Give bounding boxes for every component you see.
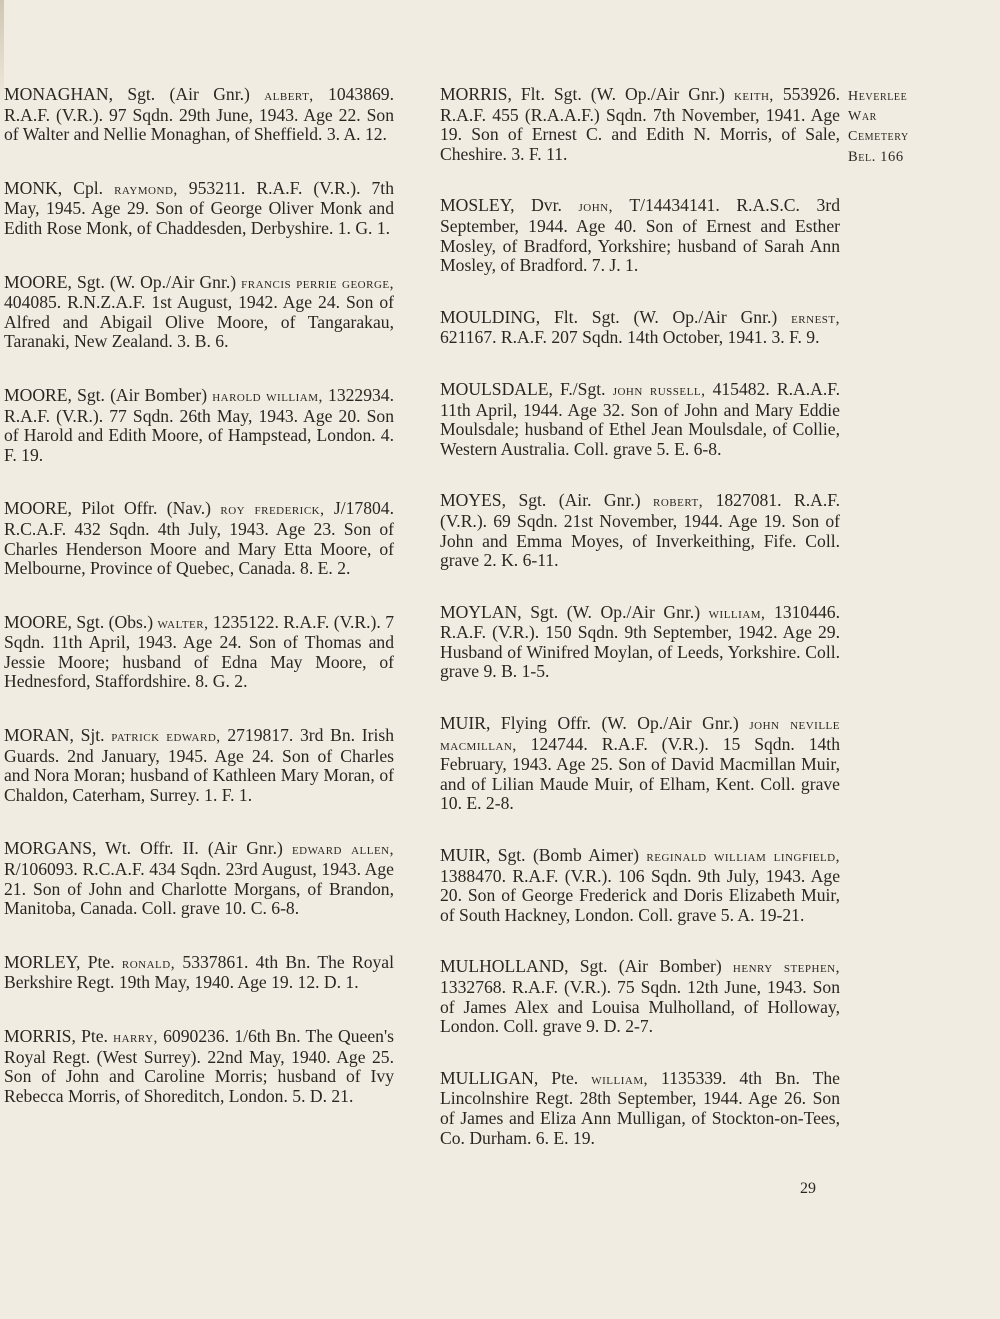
surname: MOSLEY, xyxy=(440,195,515,216)
details: 1827081. R.A.F. (V.R.). 69 Sqdn. 21st November, 1944. Age 19. Son of John and Emma Moyes, of Inverkeithing, Fife. Coll. grave 2. K. 6-11. xyxy=(440,490,840,571)
details: T/14434141. R.A.S.C. 3rd September, 1944. Age 40. Son of Ernest and Esther Mosley, of Bradford, Yorkshire; husband of Sarah Ann Mosley, of Bradford. 7. J. 1. xyxy=(440,195,840,276)
rank: Sgt. (Air Bomber) xyxy=(71,384,213,405)
entry xyxy=(440,196,840,275)
given-names: francis perrie george, xyxy=(241,274,395,292)
given-names: john, xyxy=(578,198,614,216)
given-names: henry stephen, xyxy=(732,959,840,977)
rank: Sgt. (Air. Gnr.) xyxy=(506,490,654,511)
details: 1332768. R.A.F. (V.R.). 75 Sqdn. 12th June, 1943. Son of James Alex and Louisa Mulholland, of Holloway, London. Coll. grave 9. D. 2-7. xyxy=(440,977,840,1037)
given-names: keith, xyxy=(733,87,774,104)
details: 124744. R.A.F. (V.R.). 15 Sqdn. 14th February, 1943. Age 25. Son of David Macmillan Muir, and of Lilian Maude Muir, of Elham, Kent. Coll. grave 10. E. 2-8. xyxy=(440,733,840,814)
given-names: robert, xyxy=(653,493,704,511)
given-names: harry, xyxy=(113,1029,158,1046)
entry xyxy=(4,273,394,352)
surname: MUIR, xyxy=(440,713,491,734)
details: 6090236. 1/6th Bn. The Queen's Royal Regt. (West Surrey). 22nd May, 1940. Age 25. Son of John and Caroline Morris; husband of Ivy Rebecca Morris, of Shoreditch, London. 5. D. 21. xyxy=(4,1026,394,1106)
surname: MOORE, xyxy=(4,498,72,519)
page-number: 29 xyxy=(800,1180,816,1197)
rank: Cpl. xyxy=(62,177,115,198)
given-names: reginald william lingfield, xyxy=(646,848,840,866)
entry xyxy=(440,957,840,1036)
entry xyxy=(4,613,394,692)
details: 404085. R.N.Z.A.F. 1st August, 1942. Age 24. Son of Alfred and Abigail Olive Moore, of Tangarakau, Taranaki, New Zealand. 3. B. 6. xyxy=(4,292,394,352)
rank: Flt. Sgt. (W. Op./Air Gnr.) xyxy=(540,306,792,327)
entry xyxy=(4,386,394,465)
entry xyxy=(4,726,394,805)
given-names: ronald, xyxy=(121,954,176,972)
surname: MOULDING, xyxy=(440,306,541,327)
details: 1322934. R.A.F. (V.R.). 77 Sqdn. 26th May, 1943. Age 20. Son of Harold and Edith Moore, of Hampstead, London. 4. F. 19. xyxy=(4,384,394,465)
left-column xyxy=(4,85,394,1140)
details: J/17804. R.C.A.F. 432 Sqdn. 4th July, 1943. Age 23. Son of Charles Henderson Moore and Mary Etta Moore, of Melbourne, Province of Quebec, Canada. 8. E. 2. xyxy=(4,498,394,579)
surname: MOYLAN, xyxy=(440,601,522,622)
entry xyxy=(440,491,840,570)
entry xyxy=(440,1069,840,1148)
given-names: albert, xyxy=(264,87,314,104)
cemetery-name: Heverlee xyxy=(848,89,908,104)
rank: Sgt. (Air Bomber) xyxy=(568,956,733,977)
surname: MORGANS, xyxy=(4,838,97,859)
given-names: patrick edward, xyxy=(111,728,221,746)
surname: MOYES, xyxy=(440,490,506,511)
given-names: walter, xyxy=(157,614,209,632)
entry xyxy=(440,85,840,164)
given-names: roy frederick, xyxy=(220,501,325,519)
surname: MONK, xyxy=(4,177,63,198)
given-names: harold william, xyxy=(212,387,323,405)
given-names: william, xyxy=(591,1070,648,1088)
rank: Flt. Sgt. (W. Op./Air Gnr.) xyxy=(511,84,734,104)
surname: MOULSDALE, xyxy=(440,378,553,399)
details: 2719817. 3rd Bn. Irish Guards. 2nd January, 1945. Age 24. Son of Charles and Nora Moran; husband of Kathleen Mary Moran, of Chaldon, Caterham, Surrey. 1. F. 1. xyxy=(4,725,394,805)
entry xyxy=(440,380,840,459)
rank: Sgt. (Bomb Aimer) xyxy=(490,845,647,866)
rank: Pte. xyxy=(538,1067,592,1088)
details: 1235122. R.A.F. (V.R.). 7 Sqdn. 11th April, 1943. Age 24. Son of Thomas and Jessie Moore; husband of Edna May Moore, of Hednesford, Staffordshire. 8. G. 2. xyxy=(4,611,395,692)
right-column xyxy=(440,85,840,1180)
surname: MONAGHAN, xyxy=(4,84,113,104)
details: 1388470. R.A.F. (V.R.). 106 Sqdn. 9th July, 1943. Age 20. Son of George Frederick and Doris Elizabeth Muir, of South Hackney, London. Coll. grave 5. A. 19-21. xyxy=(440,865,840,925)
details: 621167. R.A.F. 207 Sqdn. 14th October, 1941. 3. F. 9. xyxy=(440,327,820,348)
details: 1043869. R.A.F. (V.R.). 97 Sqdn. 29th June, 1943. Age 22. Son of Walter and Nellie Monaghan, of Sheffield. 3. A. 12. xyxy=(4,84,395,145)
details: 1310446. R.A.F. (V.R.). 150 Sqdn. 9th September, 1942. Age 29. Husband of Winifred Moylan, of Leeds, Yorkshire. Coll. grave 9. B. 1-5. xyxy=(440,601,841,682)
surname: MOORE, xyxy=(4,384,72,405)
cemetery-reference: Bel. 166 xyxy=(848,149,904,165)
entry xyxy=(4,85,394,145)
surname: MULLIGAN, xyxy=(440,1067,539,1088)
entry xyxy=(4,953,394,993)
entry xyxy=(4,499,394,578)
details: 5337861. 4th Bn. The Royal Berkshire Regt. 19th May, 1940. Age 19. 12. D. 1. xyxy=(4,951,394,993)
rank: Pilot Offr. (Nav.) xyxy=(71,498,221,519)
rank: Sjt. xyxy=(73,725,112,746)
surname: MULHOLLAND, xyxy=(440,956,569,977)
cemetery-word-war: War xyxy=(848,109,877,124)
rank: Pte. xyxy=(75,1026,114,1046)
details: 553926. R.A.F. 455 (R.A.A.F.) Sqdn. 7th November, 1941. Age 19. Son of Ernest C. and Edith N. Morris, of Sale, Cheshire. 3. F. 11. xyxy=(440,84,841,164)
given-names: edward allen, xyxy=(291,841,394,859)
details: 1135339. 4th Bn. The Lincolnshire Regt. 28th September, 1944. Age 26. Son of James and Eliza Ann Mulligan, of Stockton-on-Tees, Co. Durham. 6. E. 19. xyxy=(440,1067,840,1148)
rank: F./Sgt. xyxy=(552,378,613,399)
rank: Wt. Offr. II. (Air Gnr.) xyxy=(96,838,292,859)
rank: Sgt. (Obs.) xyxy=(71,611,158,632)
given-names: william, xyxy=(708,604,766,622)
rank: Sgt. (W. Op./Air Gnr.) xyxy=(71,271,242,292)
surname: MUIR, xyxy=(440,845,491,866)
entry xyxy=(440,603,840,682)
details: 415482. R.A.A.F. 11th April, 1944. Age 32. Son of John and Mary Eddie Moulsdale; husband of Ethel Jean Moulsdale, of Collie, Western Australia. Coll. grave 5. E. 6-8. xyxy=(440,378,841,459)
surname: MORAN, xyxy=(4,725,74,746)
surname: MOORE, xyxy=(4,611,72,632)
given-names: john neville macmillan, xyxy=(440,716,840,754)
details: R/106093. R.C.A.F. 434 Sqdn. 23rd August, 1943. Age 21. Son of John and Charlotte Morgans, of Brandon, Manitoba, Canada. Coll. grave 10. C. 6-8. xyxy=(4,859,394,919)
rank: Sgt. (W. Op./Air Gnr.) xyxy=(521,601,709,622)
rank: Sgt. (Air Gnr.) xyxy=(112,84,265,104)
entry xyxy=(4,179,394,239)
given-names: john russell, xyxy=(612,381,706,399)
given-names: raymond, xyxy=(114,180,178,198)
surname: MORRIS, xyxy=(440,84,512,104)
given-names: ernest, xyxy=(791,309,840,327)
rank: Pte. xyxy=(80,951,122,972)
rank: Dvr. xyxy=(514,195,579,216)
entry xyxy=(4,1027,394,1106)
cemetery-note xyxy=(848,87,988,167)
entry xyxy=(4,839,394,918)
details: 953211. R.A.F. (V.R.). 7th May, 1945. Age 29. Son of George Oliver Monk and Edith Rose Monk, of Chaddesden, Derbyshire. 1. G. 1. xyxy=(4,177,394,238)
cemetery-word-cemetery: Cemetery xyxy=(848,129,909,144)
entry xyxy=(440,846,840,925)
entry xyxy=(440,308,840,348)
entry xyxy=(440,714,840,814)
rank: Flying Offr. (W. Op./Air Gnr.) xyxy=(490,713,750,734)
surname: MOORE, xyxy=(4,271,72,292)
surname: MORLEY, xyxy=(4,951,81,972)
surname: MORRIS, xyxy=(4,1026,76,1046)
